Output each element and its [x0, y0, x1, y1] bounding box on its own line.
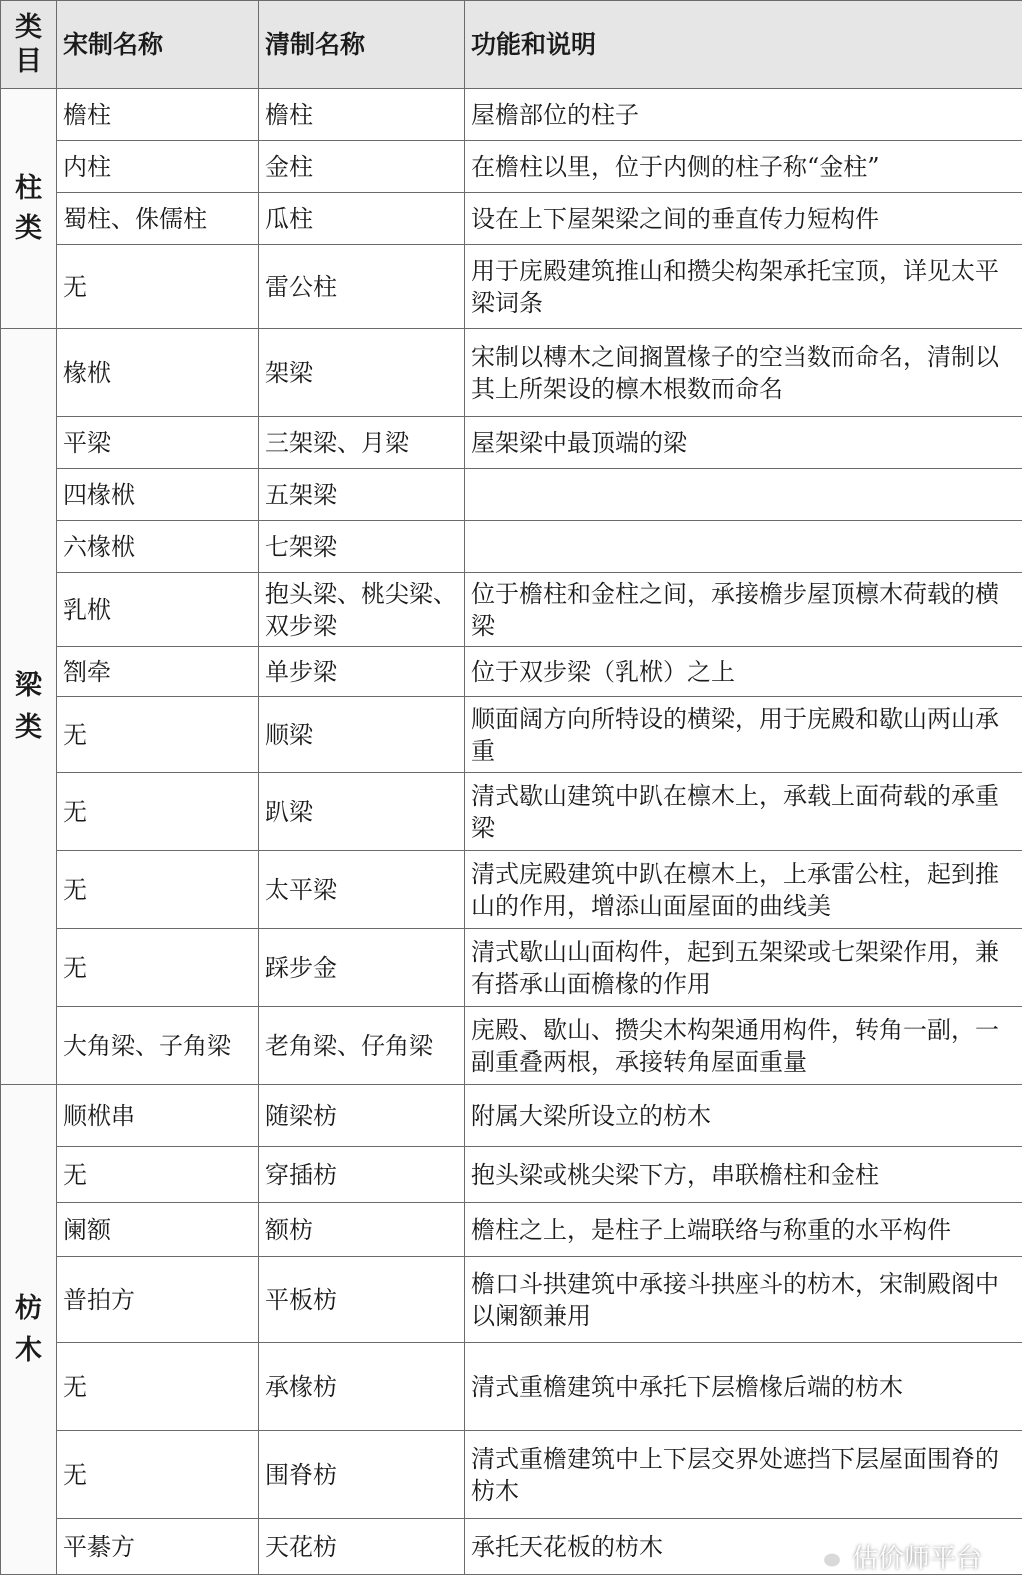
qing-name-cell: 五架梁 [259, 469, 465, 521]
qing-name-cell: 抱头梁、桃尖梁、双步梁 [259, 573, 465, 647]
category-label: 柱类 [15, 172, 42, 244]
table-row [1, 1431, 1022, 1519]
table-row [1, 417, 1022, 469]
category-cell [1, 89, 57, 329]
qing-name-cell: 太平梁 [259, 851, 465, 929]
qing-name-cell: 瓜柱 [259, 193, 465, 245]
header-row [1, 1, 1022, 89]
qing-name-cell: 檐柱 [259, 89, 465, 141]
description-cell: 位于檐柱和金柱之间，承接檐步屋顶檩木荷载的横梁 [465, 573, 1022, 647]
song-name-cell: 顺栿串 [57, 1085, 259, 1147]
description-cell: 在檐柱以里，位于内侧的柱子称“金柱” [465, 141, 1022, 193]
song-name-cell: 四椽栿 [57, 469, 259, 521]
song-name-cell: 乳栿 [57, 573, 259, 647]
song-name-cell: 普拍方 [57, 1257, 259, 1343]
table-row [1, 521, 1022, 573]
description-cell [465, 521, 1022, 573]
table-row [1, 1343, 1022, 1431]
song-name-cell: 大角梁、子角梁 [57, 1007, 259, 1085]
song-name-cell: 檐柱 [57, 89, 259, 141]
table-row [1, 851, 1022, 929]
description-cell: 檐口斗拱建筑中承接斗拱座斗的枋木，宋制殿阁中以阑额兼用 [465, 1257, 1022, 1343]
qing-name-cell: 顺梁 [259, 697, 465, 773]
song-name-cell: 蜀柱、侏儒柱 [57, 193, 259, 245]
qing-name-cell: 七架梁 [259, 521, 465, 573]
qing-name-cell: 额枋 [259, 1203, 465, 1257]
description-cell: 清式歇山建筑中趴在檩木上，承载上面荷载的承重梁 [465, 773, 1022, 851]
header-description: 功能和说明 [465, 1, 1022, 89]
table-row [1, 1007, 1022, 1085]
table-row [1, 89, 1022, 141]
header-category: 类目 [1, 1, 57, 89]
song-name-cell: 平梁 [57, 417, 259, 469]
song-name-cell: 椽栿 [57, 329, 259, 417]
description-cell [465, 469, 1022, 521]
table-row [1, 469, 1022, 521]
table-row [1, 1203, 1022, 1257]
song-name-cell: 劄牵 [57, 647, 259, 697]
description-cell: 屋架梁中最顶端的梁 [465, 417, 1022, 469]
description-cell: 檐柱之上，是柱子上端联络与称重的水平构件 [465, 1203, 1022, 1257]
header-qing-name: 清制名称 [259, 1, 465, 89]
table-row [1, 1257, 1022, 1343]
description-cell: 清式庑殿建筑中趴在檩木上，上承雷公柱，起到推山的作用，增添山面屋面的曲线美 [465, 851, 1022, 929]
header-song-name: 宋制名称 [57, 1, 259, 89]
qing-name-cell: 金柱 [259, 141, 465, 193]
table-row [1, 141, 1022, 193]
category-label: 梁类 [15, 669, 42, 743]
qing-name-cell: 承椽枋 [259, 1343, 465, 1431]
description-cell: 承托天花板的枋木 [465, 1519, 1022, 1575]
table-row [1, 329, 1022, 417]
song-name-cell: 阑额 [57, 1203, 259, 1257]
table-row [1, 929, 1022, 1007]
category-cell [1, 329, 57, 1085]
song-name-cell: 无 [57, 697, 259, 773]
category-cell [1, 1085, 57, 1575]
description-cell: 庑殿、歇山、攒尖木构架通用构件，转角一副，一副重叠两根，承接转角屋面重量 [465, 1007, 1022, 1085]
song-name-cell: 无 [57, 851, 259, 929]
description-cell: 用于庑殿建筑推山和攒尖构架承托宝顶，详见太平梁词条 [465, 245, 1022, 329]
song-name-cell: 六椽栿 [57, 521, 259, 573]
song-name-cell: 无 [57, 1343, 259, 1431]
qing-name-cell: 平板枋 [259, 1257, 465, 1343]
table-row [1, 245, 1022, 329]
table-row [1, 647, 1022, 697]
description-cell: 清式歇山山面构件，起到五架梁或七架梁作用，兼有搭承山面檐椽的作用 [465, 929, 1022, 1007]
description-cell: 清式重檐建筑中承托下层檐椽后端的枋木 [465, 1343, 1022, 1431]
category-label: 枋木 [15, 1292, 42, 1366]
watermark-text: 估价师平台 [851, 1544, 982, 1574]
qing-name-cell: 趴梁 [259, 773, 465, 851]
table-row [1, 193, 1022, 245]
description-cell: 附属大梁所设立的枋木 [465, 1085, 1022, 1147]
qing-name-cell: 穿插枋 [259, 1147, 465, 1203]
qing-name-cell: 三架梁、月梁 [259, 417, 465, 469]
wechat-icon [810, 1544, 844, 1570]
table-row [1, 1147, 1022, 1203]
qing-name-cell: 围脊枋 [259, 1431, 465, 1519]
qing-name-cell: 随梁枋 [259, 1085, 465, 1147]
song-name-cell: 无 [57, 1431, 259, 1519]
description-cell: 顺面阔方向所特设的横梁，用于庑殿和歇山两山承重 [465, 697, 1022, 773]
qing-name-cell: 雷公柱 [259, 245, 465, 329]
song-name-cell: 无 [57, 245, 259, 329]
qing-name-cell: 踩步金 [259, 929, 465, 1007]
table-row [1, 1085, 1022, 1147]
qing-name-cell: 单步梁 [259, 647, 465, 697]
description-cell: 清式重檐建筑中上下层交界处遮挡下层屋面围脊的枋木 [465, 1431, 1022, 1519]
song-name-cell: 无 [57, 773, 259, 851]
song-name-cell: 无 [57, 1147, 259, 1203]
qing-name-cell: 老角梁、仔角梁 [259, 1007, 465, 1085]
table-row [1, 697, 1022, 773]
description-cell: 抱头梁或桃尖梁下方，串联檐柱和金柱 [465, 1147, 1022, 1203]
watermark [810, 1538, 982, 1575]
table-row [1, 573, 1022, 647]
qing-name-cell: 天花枋 [259, 1519, 465, 1575]
song-name-cell: 平綦方 [57, 1519, 259, 1575]
qing-name-cell: 架梁 [259, 329, 465, 417]
description-cell: 位于双步梁（乳栿）之上 [465, 647, 1022, 697]
table-row [1, 773, 1022, 851]
song-name-cell: 无 [57, 929, 259, 1007]
description-cell: 设在上下屋架梁之间的垂直传力短构件 [465, 193, 1022, 245]
song-name-cell: 内柱 [57, 141, 259, 193]
description-cell: 屋檐部位的柱子 [465, 89, 1022, 141]
description-cell: 宋制以槫木之间搁置椽子的空当数而命名，清制以其上所架设的檩木根数而命名 [465, 329, 1022, 417]
